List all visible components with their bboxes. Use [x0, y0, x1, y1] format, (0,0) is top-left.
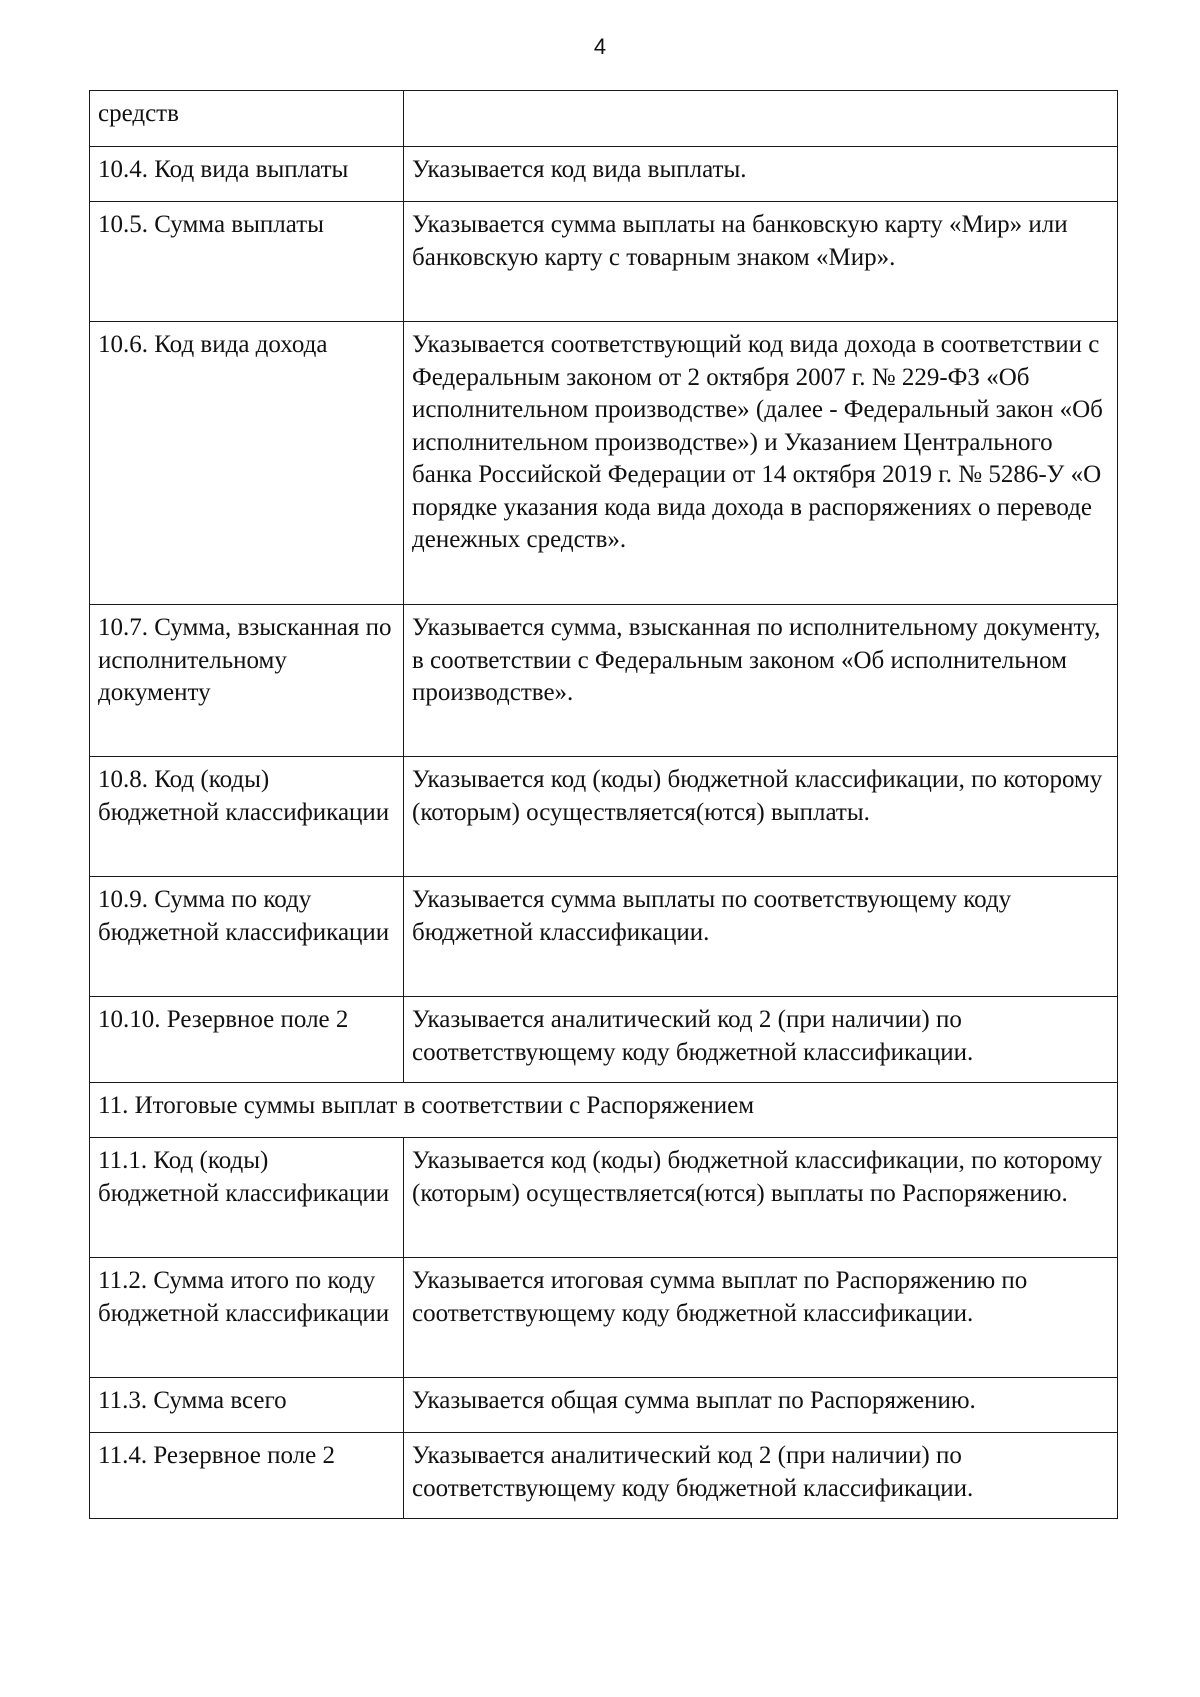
field-description-cell: Указывается соответствующий код вида дохода в соответствии с Федеральным законом от 2 октября 2007 г. № 229-ФЗ «Об исполнительном производстве» (далее - Федеральный закон «Об исполнительном производстве») и Указанием Центрального банка Российской Федерации от 14 октября 2019 г. № 5286-У «О порядке указания кода вида дохода в распоряжениях о переводе денежных средств». — [404, 322, 1118, 605]
field-description-cell: Указывается аналитический код 2 (при наличии) по соответствующему коду бюджетной классификации. — [404, 1433, 1118, 1519]
field-description-cell: Указывается код (коды) бюджетной классификации, по которому (которым) осуществляется(ются) выплаты. — [404, 757, 1118, 877]
field-description-cell: Указывается код вида выплаты. — [404, 147, 1118, 202]
table-row — [90, 91, 1118, 147]
field-name-cell: средств — [90, 91, 404, 147]
section-heading: 11. Итоговые суммы выплат в соответствии с Распоряжением — [90, 1083, 1118, 1138]
table-row — [90, 1433, 1118, 1519]
table-row — [90, 757, 1118, 877]
field-name-cell: 11.2. Сумма итого по коду бюджетной классификации — [90, 1258, 404, 1378]
field-description-cell: Указывается итоговая сумма выплат по Распоряжению по соответствующему коду бюджетной классификации. — [404, 1258, 1118, 1378]
table-row — [90, 1378, 1118, 1433]
table-row — [90, 1258, 1118, 1378]
field-description-cell: Указывается сумма, взысканная по исполнительному документу, в соответствии с Федеральным законом «Об исполнительном производстве». — [404, 605, 1118, 757]
table-row — [90, 877, 1118, 997]
field-description-cell: Указывается общая сумма выплат по Распоряжению. — [404, 1378, 1118, 1433]
field-description-cell: Указывается код (коды) бюджетной классификации, по которому (которым) осуществляется(ются) выплаты по Распоряжению. — [404, 1138, 1118, 1258]
field-name-cell: 11.3. Сумма всего — [90, 1378, 404, 1433]
field-name-cell: 10.7. Сумма, взысканная по исполнительному документу — [90, 605, 404, 757]
field-name-cell: 11.4. Резервное поле 2 — [90, 1433, 404, 1519]
field-description-cell: Указывается сумма выплаты по соответствующему коду бюджетной классификации. — [404, 877, 1118, 997]
field-name-cell: 10.5. Сумма выплаты — [90, 202, 404, 322]
field-name-cell: 10.6. Код вида дохода — [90, 322, 404, 605]
table-row — [90, 147, 1118, 202]
table-row — [90, 605, 1118, 757]
fields-table — [89, 90, 1118, 1519]
table-row — [90, 997, 1118, 1083]
field-name-cell: 10.9. Сумма по коду бюджетной классификации — [90, 877, 404, 997]
table-row — [90, 1138, 1118, 1258]
field-name-cell: 10.10. Резервное поле 2 — [90, 997, 404, 1083]
field-name-cell: 11.1. Код (коды) бюджетной классификации — [90, 1138, 404, 1258]
page-number: 4 — [593, 34, 607, 59]
field-name-cell: 10.4. Код вида выплаты — [90, 147, 404, 202]
field-name-cell: 10.8. Код (коды) бюджетной классификации — [90, 757, 404, 877]
table-row — [90, 322, 1118, 605]
table-row — [90, 202, 1118, 322]
field-description-cell: Указывается сумма выплаты на банковскую карту «Мир» или банковскую карту с товарным знаком «Мир». — [404, 202, 1118, 322]
field-description-cell — [404, 91, 1118, 147]
section-heading-row — [90, 1083, 1118, 1138]
field-description-cell: Указывается аналитический код 2 (при наличии) по соответствующему коду бюджетной классификации. — [404, 997, 1118, 1083]
